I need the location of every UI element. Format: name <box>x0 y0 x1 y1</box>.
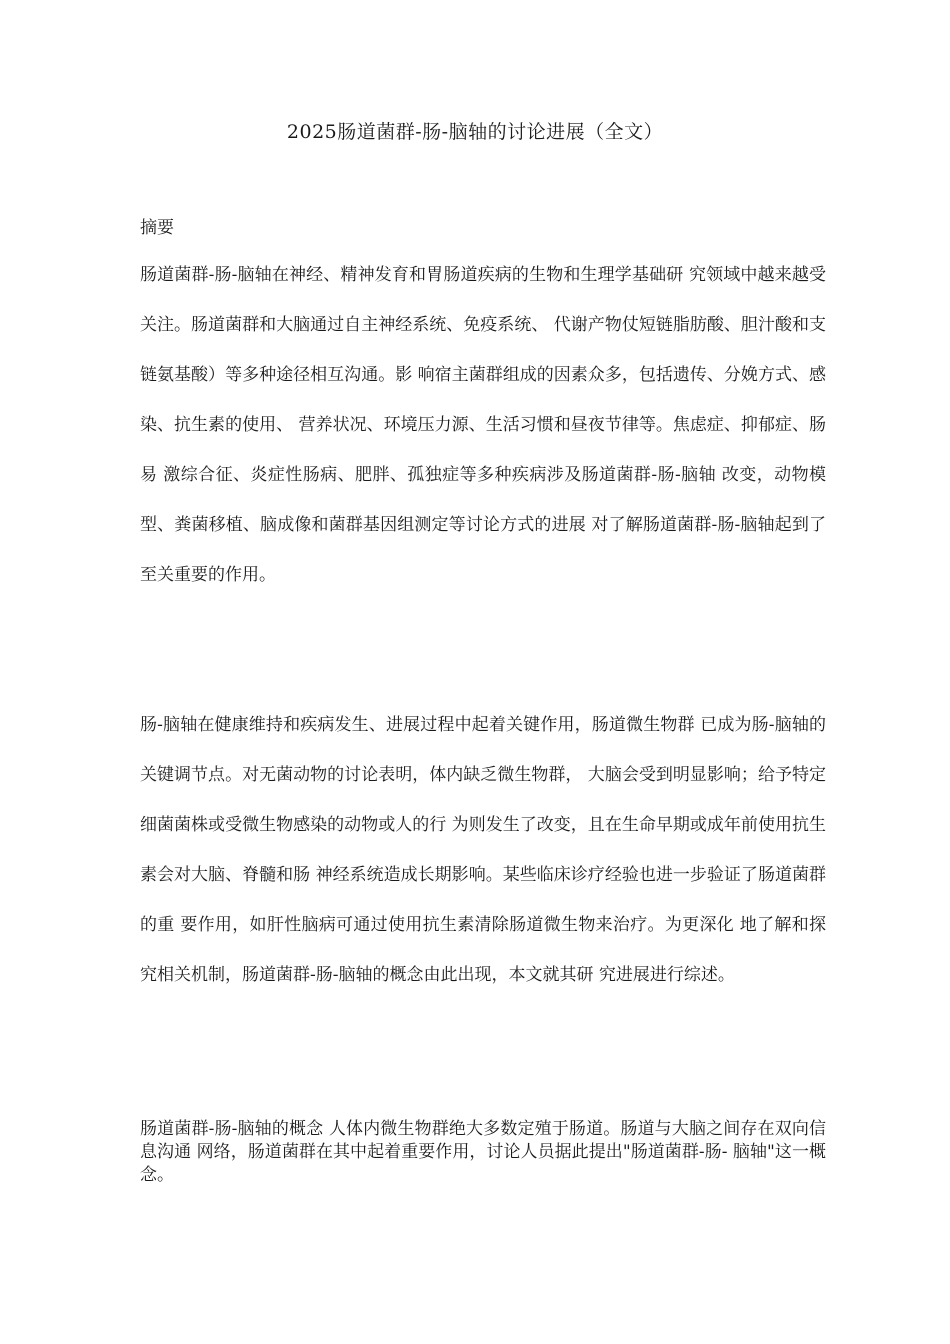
abstract-heading: 摘要 <box>140 218 174 238</box>
document-title: 2025肠道菌群-肠-脑轴的讨论进展（全文） <box>286 121 664 143</box>
body-paragraph-gut-brain-axis: 肠-脑轴在健康维持和疾病发生、进展过程中起着关键作用，肠道微生物群 已成为肠-脑轴的关键调节点。对无菌动物的讨论表明，体内缺乏微生物群， 大脑会受到明显影响；给予特定细菌菌株或受微生物感染的动物或人的行 为则发生了改变，且在生命早期或成年前使用抗生素会对大脑、脊髓和肠 神经系统造成长期影响。某些临床诊疗经验也进一步验证了肠道菌群的重 要作用，如肝性脑病可通过使用抗生素清除肠道微生物来治疗。为更深化 地了解和探究相关机制，肠道菌群-肠-脑轴的概念由此出现，本文就其研 究进展进行综述。 <box>140 715 826 985</box>
abstract-paragraph: 肠道菌群-肠-脑轴在神经、精神发育和胃肠道疾病的生物和生理学基础研 究领域中越来越受关注。肠道菌群和大脑通过自主神经系统、免疫系统、 代谢产物仗短链脂肪酸、胆汁酸和支链氨基酸）等多种途径相互沟通。影 响宿主菌群组成的因素众多，包括遗传、分娩方式、感染、抗生素的使用、 营养状况、环境压力源、生活习惯和昼夜节律等。焦虑症、抑郁症、肠易 激综合征、炎症性肠病、肥胖、孤独症等多种疾病涉及肠道菌群-肠-脑轴 改变，动物模型、粪菌移植、脑成像和菌群基因组测定等讨论方式的进展 对了解肠道菌群-肠-脑轴起到了至关重要的作用。 <box>140 265 826 585</box>
body-paragraph-concept: 肠道菌群-肠-脑轴的概念 人体内微生物群绝大多数定殖于肠道。肠道与大脑之间存在双向信息沟通 网络，肠道菌群在其中起着重要作用，讨论人员据此提出"肠道菌群-肠- 脑轴"这一概念。 <box>140 1119 826 1185</box>
